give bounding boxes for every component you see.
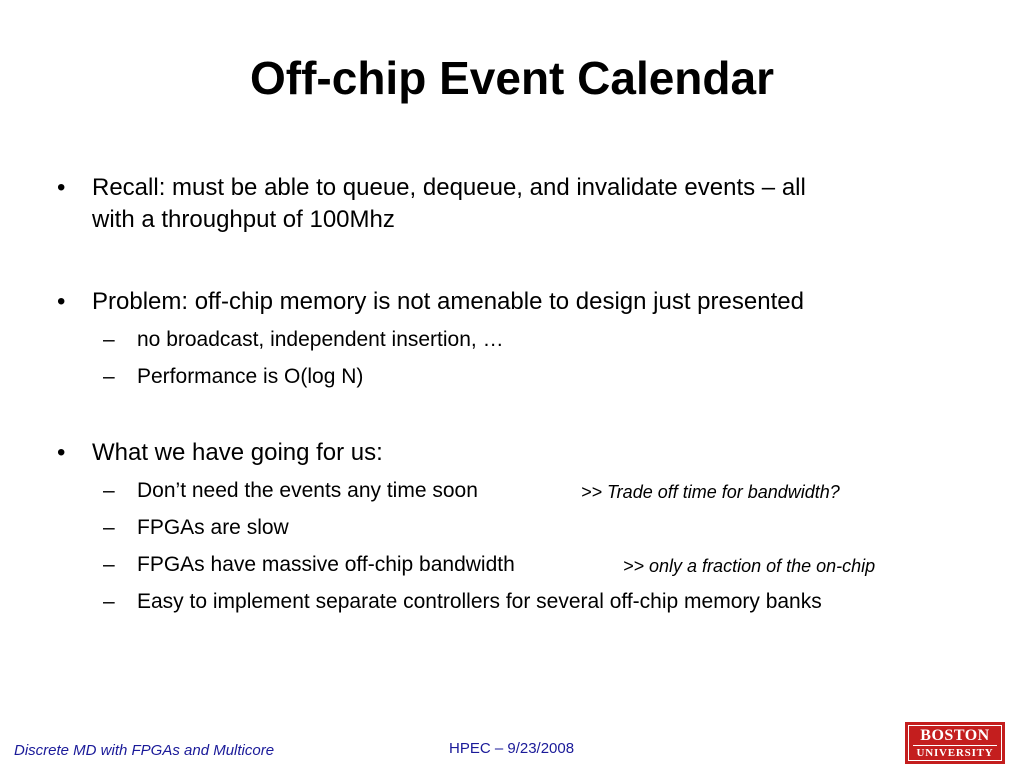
- bullet-marker: •: [57, 174, 66, 201]
- sub-bullet-marker: –: [103, 365, 115, 388]
- sub-bullet-marker: –: [103, 516, 115, 539]
- sub-bullet-marker: –: [103, 328, 115, 351]
- sub-bullet-text: Performance is O(log N): [137, 365, 364, 388]
- bullet-text: What we have going for us:: [92, 439, 383, 466]
- bullet-text: Recall: must be able to queue, dequeue, and invalidate events – all: [92, 174, 806, 201]
- bullet-marker: •: [57, 288, 66, 315]
- slide-title: Off-chip Event Calendar: [250, 52, 774, 104]
- sub-bullet-marker: –: [103, 590, 115, 613]
- sub-bullet-text: Easy to implement separate controllers for several off-chip memory banks: [137, 590, 822, 613]
- side-note: >> Trade off time for bandwidth?: [581, 482, 840, 502]
- sub-bullet-marker: –: [103, 553, 115, 576]
- footer-presentation-title: Discrete MD with FPGAs and Multicore: [14, 742, 275, 759]
- bullet-marker: •: [57, 439, 66, 466]
- boston-university-logo: [905, 722, 1005, 764]
- bullet-text: Problem: off-chip memory is not amenable to design just presented: [92, 288, 804, 315]
- side-note: >> only a fraction of the on-chip: [623, 556, 876, 576]
- footer-event-date: HPEC – 9/23/2008: [449, 740, 575, 757]
- logo-line-top: BOSTON: [920, 726, 990, 744]
- logo-divider: [913, 745, 997, 746]
- logo-line-bottom: UNIVERSITY: [916, 746, 994, 759]
- sub-bullet-text: FPGAs are slow: [137, 516, 289, 539]
- sub-bullet-text: no broadcast, independent insertion, …: [137, 328, 504, 351]
- bullet-text: with a throughput of 100Mhz: [92, 206, 395, 233]
- sub-bullet-text: Don’t need the events any time soon: [137, 479, 478, 502]
- sub-bullet-marker: –: [103, 479, 115, 502]
- logo-frame: [908, 725, 1002, 761]
- sub-bullet-text: FPGAs have massive off-chip bandwidth: [137, 553, 515, 576]
